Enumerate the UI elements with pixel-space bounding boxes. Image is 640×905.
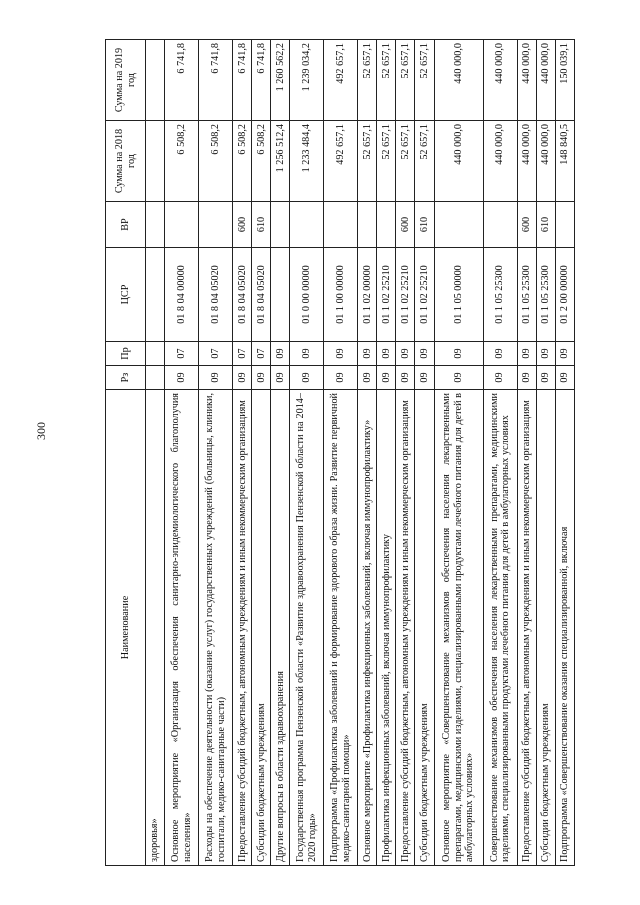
table-row bbox=[146, 40, 165, 866]
cell-sum-2018: 6 508,2 bbox=[233, 121, 252, 202]
cell-pr: 09 bbox=[415, 342, 434, 366]
cell-pr: 09 bbox=[517, 342, 536, 366]
cell-name: Совершенствование механизмов обеспечения населения лекарственными препаратами, медицинскими изделиями, специализированными продуктами лечебного питания для детей в амбулаторных условиях bbox=[483, 390, 517, 866]
cell-sum-2019: 52 657,1 bbox=[358, 40, 377, 121]
cell-sum-2019: 52 657,1 bbox=[415, 40, 434, 121]
cell-sum-2019: 440 000,0 bbox=[483, 40, 517, 121]
table-row bbox=[358, 40, 377, 866]
table-row bbox=[199, 40, 233, 866]
cell-sum-2018: 6 508,2 bbox=[199, 121, 233, 202]
cell-rz: 09 bbox=[415, 366, 434, 390]
cell-vr bbox=[324, 202, 358, 248]
cell-sum-2019: 52 657,1 bbox=[377, 40, 396, 121]
cell-name: здоровья» bbox=[146, 390, 165, 866]
cell-sum-2018: 440 000,0 bbox=[434, 121, 483, 202]
cell-rz: 09 bbox=[377, 366, 396, 390]
cell-rz: 09 bbox=[396, 366, 415, 390]
cell-vr bbox=[290, 202, 324, 248]
cell-name: Государственная программа Пензенской области «Развитие здравоохранения Пензенской области на 2014–2020 годы» bbox=[290, 390, 324, 866]
table-header-row bbox=[106, 40, 146, 866]
cell-csr: 01 8 04 00000 bbox=[165, 248, 199, 342]
table-row bbox=[483, 40, 517, 866]
cell-csr: 01 2 00 00000 bbox=[555, 248, 574, 342]
cell-vr: 600 bbox=[233, 202, 252, 248]
table-row bbox=[396, 40, 415, 866]
cell-pr: 09 bbox=[290, 342, 324, 366]
cell-pr: 07 bbox=[233, 342, 252, 366]
cell-rz: 09 bbox=[517, 366, 536, 390]
budget-table bbox=[105, 39, 575, 866]
cell-name: Предоставление субсидий бюджетным, автономным учреждениям и иным некоммерческим организациям bbox=[233, 390, 252, 866]
cell-rz: 09 bbox=[434, 366, 483, 390]
cell-csr: 01 1 05 25300 bbox=[483, 248, 517, 342]
cell-rz: 09 bbox=[199, 366, 233, 390]
cell-rz: 09 bbox=[290, 366, 324, 390]
cell-sum-2019: 440 000,0 bbox=[536, 40, 555, 121]
cell-vr bbox=[377, 202, 396, 248]
cell-sum-2019: 6 741,8 bbox=[199, 40, 233, 121]
cell-csr bbox=[271, 248, 290, 342]
cell-csr: 01 1 05 00000 bbox=[434, 248, 483, 342]
cell-pr: 09 bbox=[358, 342, 377, 366]
cell-name: Предоставление субсидий бюджетным, автономным учреждениям и иным некоммерческим организациям bbox=[517, 390, 536, 866]
cell-csr: 01 1 05 25300 bbox=[517, 248, 536, 342]
table-row bbox=[233, 40, 252, 866]
cell-name: Подпрограмма «Совершенствование оказания специализированной, включая bbox=[555, 390, 574, 866]
cell-sum-2019: 1 239 034,2 bbox=[290, 40, 324, 121]
cell-csr: 01 1 02 25210 bbox=[415, 248, 434, 342]
table-row bbox=[536, 40, 555, 866]
cell-csr: 01 1 00 00000 bbox=[324, 248, 358, 342]
table-row bbox=[434, 40, 483, 866]
cell-rz: 09 bbox=[536, 366, 555, 390]
cell-name: Другие вопросы в области здравоохранения bbox=[271, 390, 290, 866]
cell-sum-2018: 52 657,1 bbox=[377, 121, 396, 202]
cell-rz: 09 bbox=[165, 366, 199, 390]
cell-pr: 09 bbox=[396, 342, 415, 366]
cell-csr: 01 8 04 05020 bbox=[233, 248, 252, 342]
cell-csr: 01 8 04 05020 bbox=[252, 248, 271, 342]
cell-pr: 09 bbox=[377, 342, 396, 366]
cell-csr: 01 8 04 05020 bbox=[199, 248, 233, 342]
table-row bbox=[415, 40, 434, 866]
header-name: Наименование bbox=[106, 390, 146, 866]
cell-pr: 07 bbox=[199, 342, 233, 366]
cell-sum-2019 bbox=[146, 40, 165, 121]
cell-name: Профилактика инфекционных заболеваний, включая иммунопрофилактику bbox=[377, 390, 396, 866]
page-number: 300 bbox=[34, 422, 48, 440]
cell-name: Субсидии бюджетным учреждениям bbox=[415, 390, 434, 866]
cell-name: Расходы на обеспечение деятельности (оказание услуг) государственных учреждений (больницы, клиники, госпитали, медико-санитарные части) bbox=[199, 390, 233, 866]
table-row bbox=[377, 40, 396, 866]
table-row bbox=[252, 40, 271, 866]
table-row bbox=[324, 40, 358, 866]
cell-vr: 610 bbox=[415, 202, 434, 248]
cell-vr: 610 bbox=[252, 202, 271, 248]
cell-rz: 09 bbox=[271, 366, 290, 390]
cell-vr bbox=[483, 202, 517, 248]
cell-name: Субсидии бюджетным учреждениям bbox=[536, 390, 555, 866]
header-csr: ЦСР bbox=[106, 248, 146, 342]
cell-vr bbox=[358, 202, 377, 248]
cell-sum-2019: 440 000,0 bbox=[517, 40, 536, 121]
cell-rz: 09 bbox=[252, 366, 271, 390]
header-sum-2018: Сумма на 2018 год bbox=[106, 121, 146, 202]
table-row bbox=[517, 40, 536, 866]
cell-rz: 09 bbox=[555, 366, 574, 390]
cell-csr: 01 1 02 00000 bbox=[358, 248, 377, 342]
header-pr: Пр bbox=[106, 342, 146, 366]
cell-name: Основное мероприятие «Организация обеспечения санитарно-эпидемиологического благополучия населения» bbox=[165, 390, 199, 866]
cell-pr: 09 bbox=[271, 342, 290, 366]
cell-csr: 01 1 02 25210 bbox=[396, 248, 415, 342]
cell-sum-2018: 52 657,1 bbox=[415, 121, 434, 202]
cell-vr bbox=[146, 202, 165, 248]
cell-sum-2018: 1 233 484,4 bbox=[290, 121, 324, 202]
cell-rz: 09 bbox=[358, 366, 377, 390]
cell-sum-2018: 6 508,2 bbox=[252, 121, 271, 202]
cell-sum-2018: 6 508,2 bbox=[165, 121, 199, 202]
cell-sum-2018: 148 840,5 bbox=[555, 121, 574, 202]
cell-csr bbox=[146, 248, 165, 342]
cell-pr: 09 bbox=[555, 342, 574, 366]
cell-rz: 09 bbox=[483, 366, 517, 390]
table-row bbox=[290, 40, 324, 866]
cell-vr: 600 bbox=[517, 202, 536, 248]
cell-pr: 07 bbox=[165, 342, 199, 366]
cell-pr: 09 bbox=[434, 342, 483, 366]
cell-vr bbox=[199, 202, 233, 248]
table-row bbox=[271, 40, 290, 866]
cell-vr bbox=[271, 202, 290, 248]
cell-sum-2018 bbox=[146, 121, 165, 202]
rotated-page-content bbox=[105, 40, 575, 866]
cell-name: Субсидии бюджетным учреждениям bbox=[252, 390, 271, 866]
table-row bbox=[555, 40, 574, 866]
header-rz: Рз bbox=[106, 366, 146, 390]
cell-sum-2018: 440 000,0 bbox=[536, 121, 555, 202]
cell-rz bbox=[146, 366, 165, 390]
cell-sum-2018: 440 000,0 bbox=[517, 121, 536, 202]
cell-csr: 01 1 02 25210 bbox=[377, 248, 396, 342]
cell-vr bbox=[434, 202, 483, 248]
cell-sum-2018: 1 256 512,4 bbox=[271, 121, 290, 202]
table-row bbox=[165, 40, 199, 866]
header-sum-2019: Сумма на 2019 год bbox=[106, 40, 146, 121]
cell-sum-2019: 6 741,8 bbox=[252, 40, 271, 121]
cell-sum-2018: 52 657,1 bbox=[396, 121, 415, 202]
cell-pr: 09 bbox=[324, 342, 358, 366]
cell-vr bbox=[555, 202, 574, 248]
cell-name: Предоставление субсидий бюджетным, автономным учреждениям и иным некоммерческим организациям bbox=[396, 390, 415, 866]
cell-rz: 09 bbox=[324, 366, 358, 390]
cell-sum-2019: 6 741,8 bbox=[165, 40, 199, 121]
cell-sum-2019: 150 039,1 bbox=[555, 40, 574, 121]
cell-sum-2018: 440 000,0 bbox=[483, 121, 517, 202]
cell-pr bbox=[146, 342, 165, 366]
cell-csr: 01 1 05 25300 bbox=[536, 248, 555, 342]
cell-vr: 600 bbox=[396, 202, 415, 248]
cell-sum-2019: 6 741,8 bbox=[233, 40, 252, 121]
cell-pr: 09 bbox=[483, 342, 517, 366]
cell-name: Основное мероприятие «Совершенствование механизмов обеспечения населения лекарственными препаратами, медицинскими изделиями, специализированными продуктами лечебного питания для детей в амбулаторных условиях» bbox=[434, 390, 483, 866]
cell-name: Подпрограмма «Профилактика заболеваний и формирование здорового образа жизни. Развитие первичной медико-санитарной помощи» bbox=[324, 390, 358, 866]
header-vr: ВР bbox=[106, 202, 146, 248]
cell-sum-2018: 52 657,1 bbox=[358, 121, 377, 202]
cell-pr: 09 bbox=[536, 342, 555, 366]
cell-sum-2019: 1 260 562,2 bbox=[271, 40, 290, 121]
cell-vr: 610 bbox=[536, 202, 555, 248]
cell-sum-2018: 492 657,1 bbox=[324, 121, 358, 202]
cell-csr: 01 0 00 00000 bbox=[290, 248, 324, 342]
cell-sum-2019: 52 657,1 bbox=[396, 40, 415, 121]
cell-rz: 09 bbox=[233, 366, 252, 390]
cell-name: Основное мероприятие «Профилактика инфекционных заболеваний, включая иммунопрофилактику» bbox=[358, 390, 377, 866]
cell-vr bbox=[165, 202, 199, 248]
cell-sum-2019: 440 000,0 bbox=[434, 40, 483, 121]
cell-sum-2019: 492 657,1 bbox=[324, 40, 358, 121]
cell-pr: 07 bbox=[252, 342, 271, 366]
